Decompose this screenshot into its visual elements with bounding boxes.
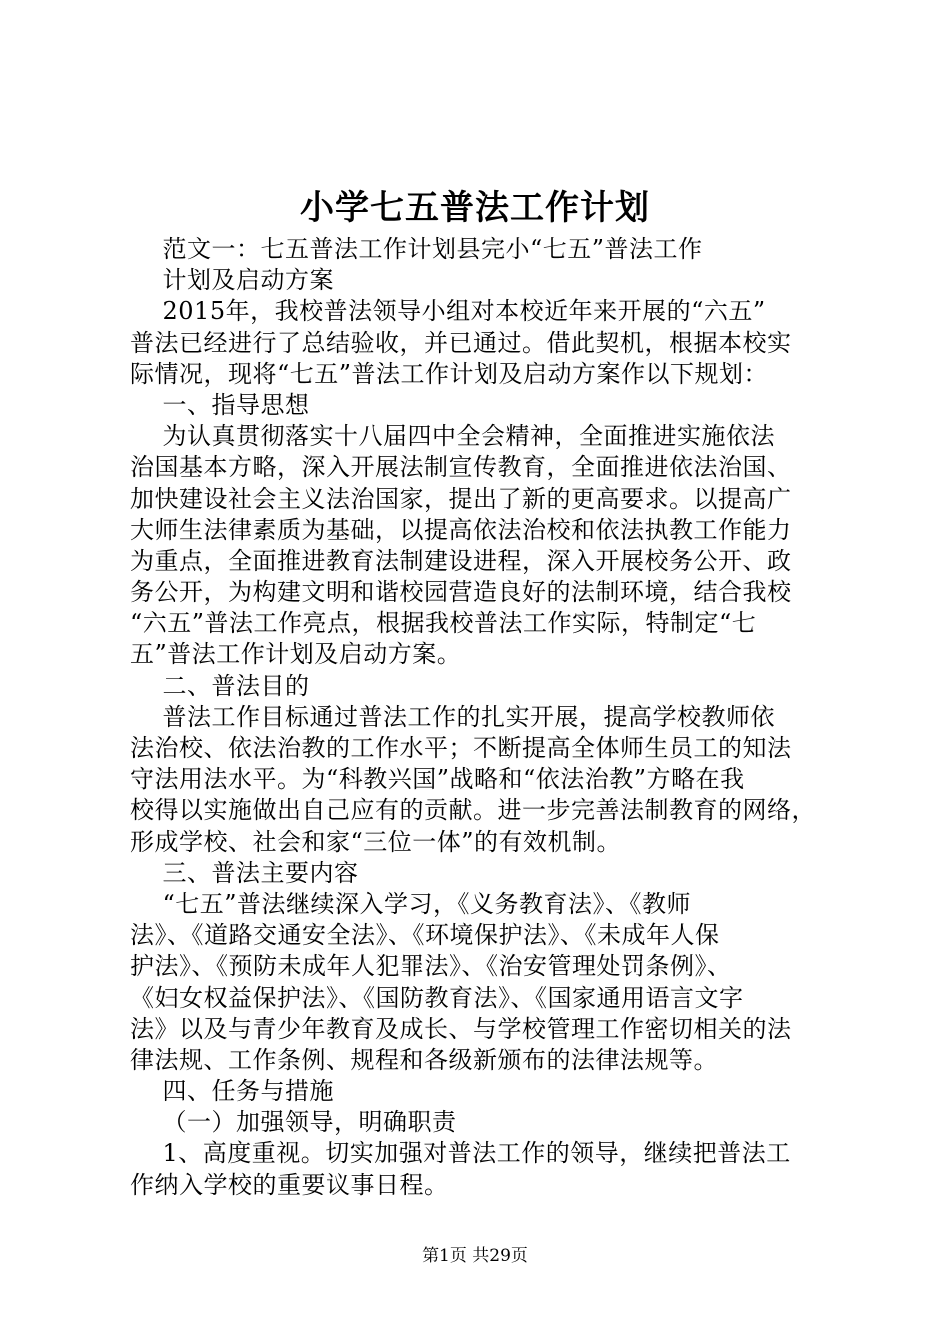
body-line: 守法用法水平。为“科教兴国”战略和“依法治教”方略在我 <box>130 765 745 794</box>
body-line: 为认真贯彻落实十八届四中全会精神，全面推进实施依法 <box>130 422 776 451</box>
body-line: 法》、《道路交通安全法》、《环境保护法》、《未成年人保 <box>130 921 720 950</box>
section-heading: 二、普法目的 <box>130 671 310 700</box>
body-line: 2015年，我校普法领导小组对本校近年来开展的“六五” <box>130 297 766 326</box>
body-line: 五”普法工作计划及启动方案。 <box>130 640 462 669</box>
page-number-footer: 第1页 共29页 <box>422 1246 528 1266</box>
section-heading: 四、任务与措施 <box>130 1077 335 1106</box>
section-heading: 三、普法主要内容 <box>130 858 359 887</box>
body-line: 加快建设社会主义法治国家，提出了新的更高要求。以提高广 <box>130 484 792 513</box>
section-heading: 一、指导思想 <box>130 390 310 419</box>
body-line: 为重点，全面推进教育法制建设进程，深入开展校务公开、政 <box>130 546 792 575</box>
body-line: “七五”普法继续深入学习，《义务教育法》、《教师 <box>130 889 692 918</box>
body-line: 大师生法律素质为基础，以提高依法治校和依法执教工作能力 <box>130 515 792 544</box>
body-line: 《妇女权益保护法》、《国防教育法》、《国家通用语言文字 <box>130 983 744 1012</box>
body-line: 法治校、依法治教的工作水平；不断提高全体师生员工的知法 <box>130 734 792 762</box>
body-line: 治国基本方略，深入开展法制宣传教育，全面推进依法治国、 <box>130 453 792 482</box>
body-line: 校得以实施做出自己应有的贡献。进一步完善法制教育的网络， <box>130 796 816 825</box>
body-line: 护法》、《预防未成年人犯罪法》、《治安管理处罚条例》、 <box>130 952 732 981</box>
body-line: 普法工作目标通过普法工作的扎实开展，提高学校教师依 <box>130 702 776 731</box>
body-line: “六五”普法工作亮点，根据我校普法工作实际，特制定“七 <box>130 609 757 638</box>
body-line: 际情况，现将“七五”普法工作计划及启动方案作以下规划： <box>130 359 769 388</box>
body-line: 形成学校、社会和家“三位一体”的有效机制。 <box>130 827 622 856</box>
body-line: 律法规、工作条例、规程和各级新颁布的法律法规等。 <box>130 1045 718 1074</box>
body-line: 范文一：七五普法工作计划县完小“七五”普法工作 <box>130 235 703 263</box>
document-body <box>130 234 830 1201</box>
body-line: 法》以及与青少年教育及成长、与学校管理工作密切相关的法 <box>130 1014 792 1043</box>
body-line: 1、高度重视。切实加强对普法工作的领导，继续把普法工 <box>130 1139 791 1168</box>
body-line: 作纳入学校的重要议事日程。 <box>130 1170 449 1199</box>
body-line: 计划及启动方案 <box>130 266 335 295</box>
document-title: 小学七五普法工作计划 <box>300 188 650 228</box>
body-line: 务公开，为构建文明和谐校园营造良好的法制环境，结合我校 <box>130 578 792 607</box>
subsection-heading: （一）加强领导，明确职责 <box>130 1108 457 1137</box>
body-line: 普法已经进行了总结验收，并已通过。借此契机，根据本校实 <box>130 328 792 357</box>
